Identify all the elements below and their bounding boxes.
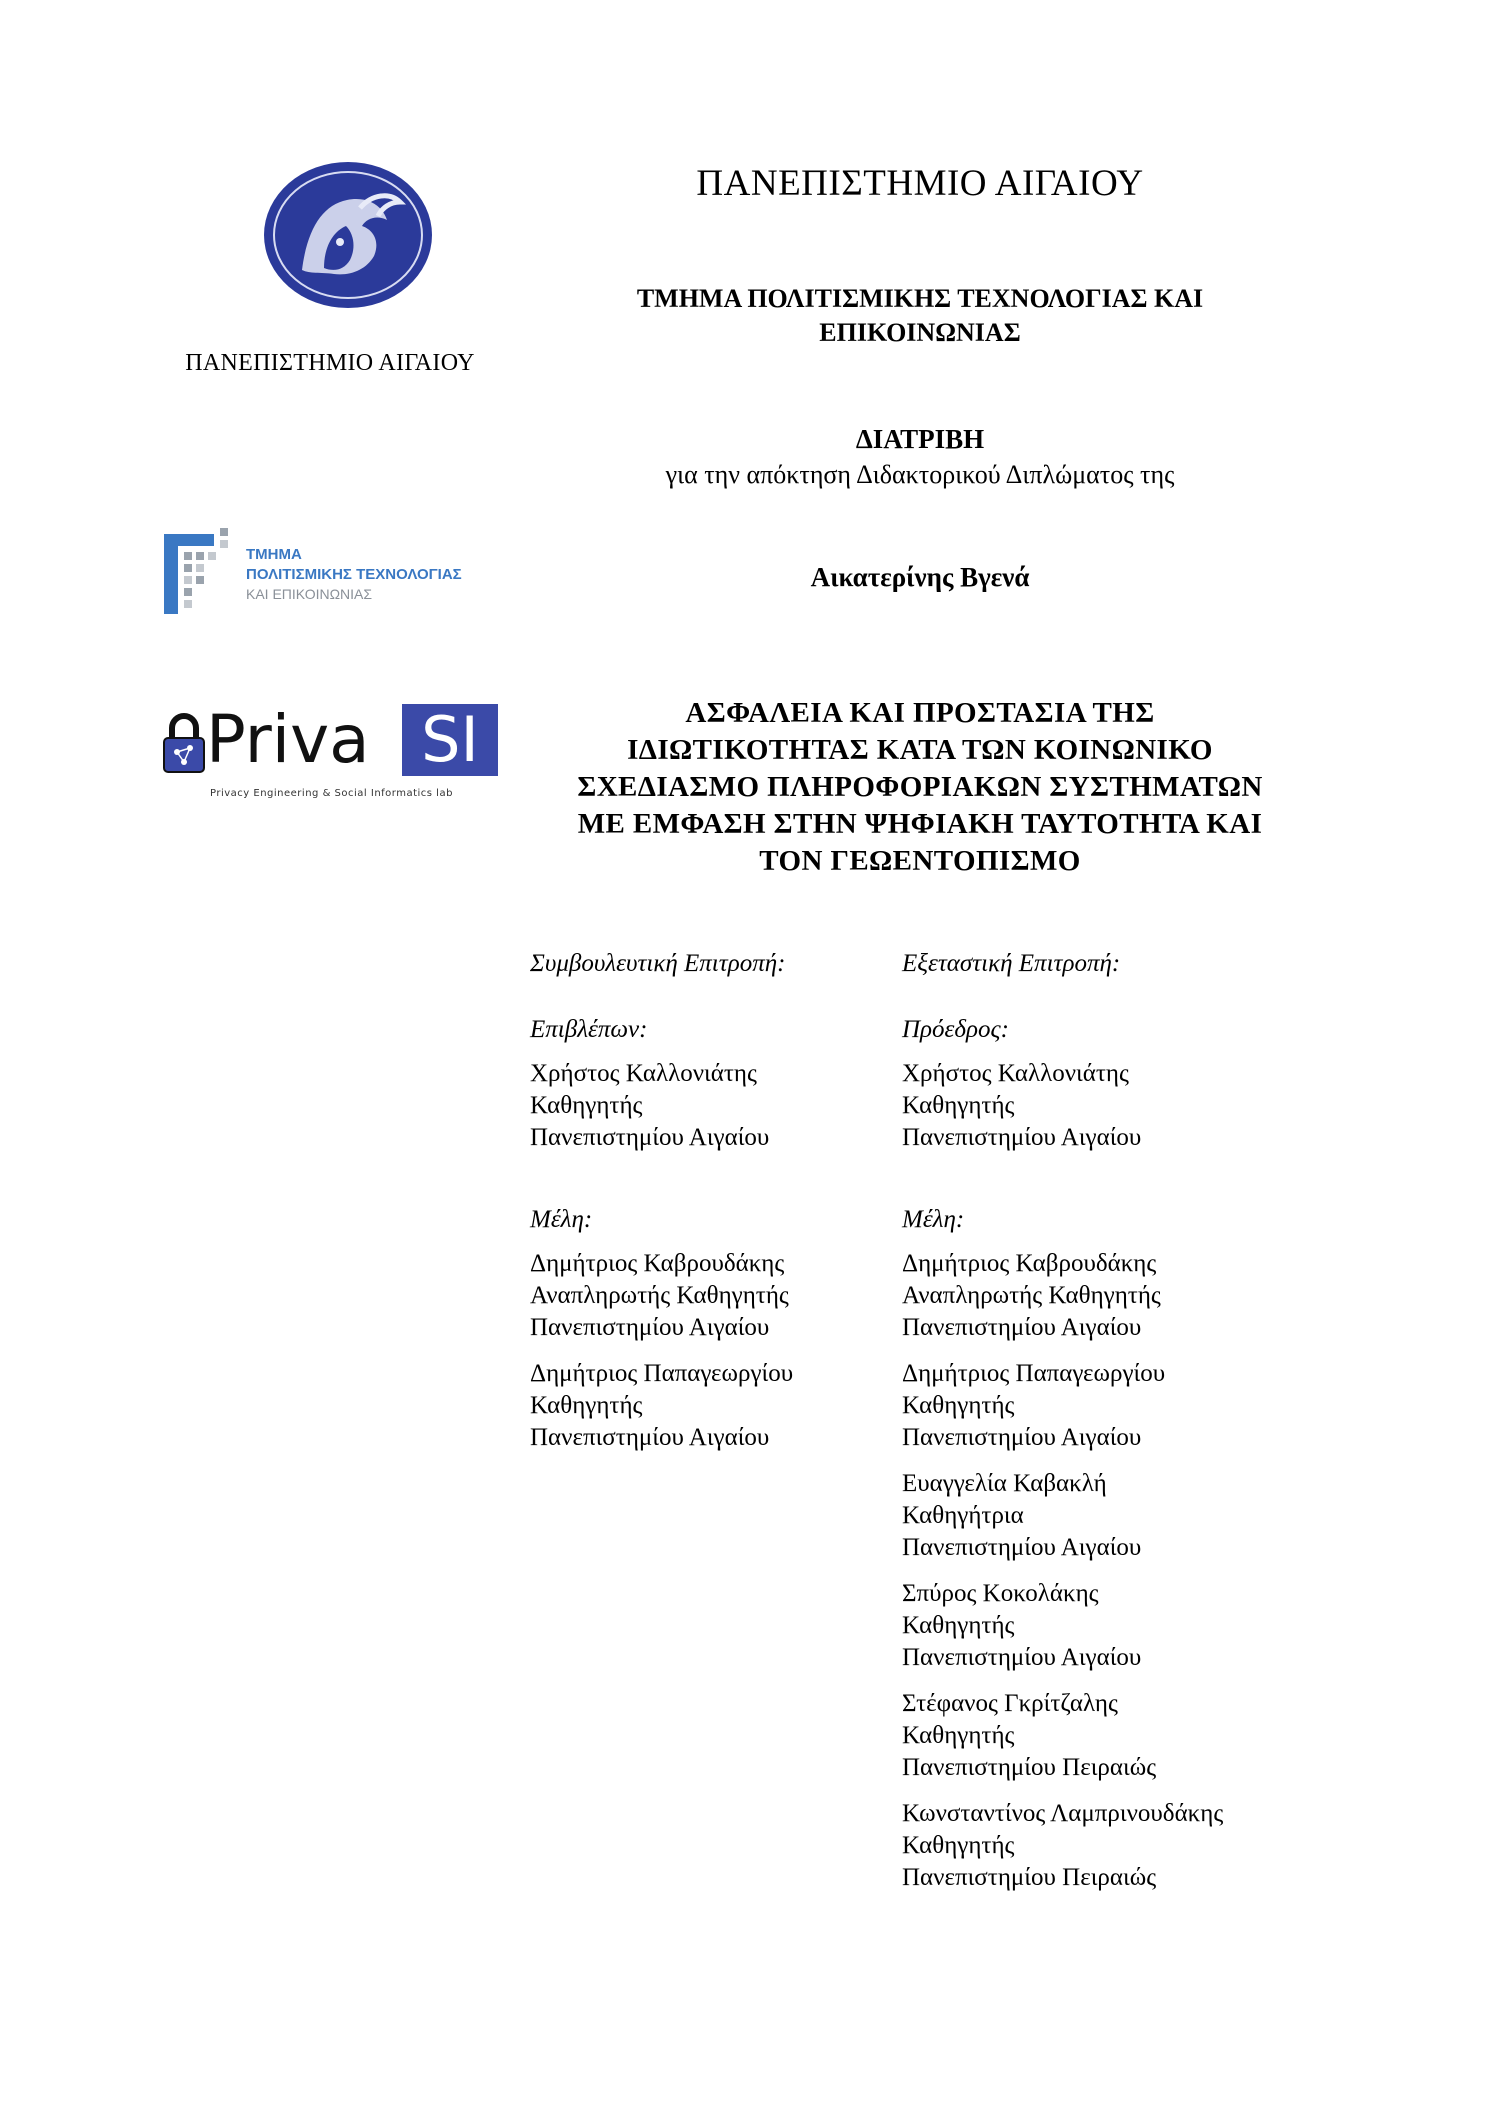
department-title: [560, 282, 1280, 350]
examining-committee: [902, 948, 1302, 1908]
member-name: Ευαγγελία Καβακλή: [902, 1470, 1107, 1497]
member-affiliation: Πανεπιστημίου Αιγαίου: [530, 1314, 770, 1341]
thesis-label: ΔΙΑΤΡΙΒΗ: [855, 424, 985, 454]
members-role: Μέλη:: [530, 1206, 593, 1233]
member-affiliation: Πανεπιστημίου Αιγαίου: [902, 1314, 1142, 1341]
privasi-word-si: SI: [402, 704, 498, 776]
member-name: Δημήτριος Καβρουδάκης: [902, 1250, 1157, 1277]
member-name: Χρήστος Καλλονιάτης: [530, 1060, 757, 1087]
member-title: Καθηγήτρια: [902, 1502, 1024, 1529]
thesis-subtitle: για την απόκτηση Διδακτορικού Διπλώματος της: [665, 460, 1175, 489]
privasi-word-priva: Priva: [206, 701, 370, 778]
university-title: ΠΑΝΕΠΙΣΤΗΜΙΟ ΑΙΓΑΙΟΥ: [696, 163, 1144, 204]
member-title: Αναπληρωτής Καθηγητής: [530, 1282, 789, 1309]
committee-member: [530, 1058, 900, 1154]
member-affiliation: Πανεπιστημίου Πειραιώς: [902, 1864, 1157, 1891]
department-logo: [162, 526, 502, 618]
member-affiliation: Πανεπιστημίου Πειραιώς: [902, 1754, 1157, 1781]
member-title: Καθηγητής: [530, 1392, 643, 1419]
committee-member: [902, 1248, 1302, 1344]
privasi-logo: [160, 700, 500, 810]
member-name: Δημήτριος Παπαγεωργίου: [530, 1360, 794, 1387]
member-affiliation: Πανεπιστημίου Αιγαίου: [902, 1534, 1142, 1561]
department-title-line: ΤΜΗΜΑ ΠΟΛΙΤΙΣΜΙΚΗΣ ΤΕΧΝΟΛΟΓΙΑΣ ΚΑΙ: [636, 284, 1204, 313]
committee-member: [902, 1578, 1302, 1674]
committee-member: [530, 1358, 900, 1454]
department-logo-mark: [162, 526, 242, 618]
advisory-committee-heading: Συμβουλευτική Επιτροπή:: [530, 950, 786, 977]
padlock-icon: [162, 712, 206, 774]
thesis-title: [515, 695, 1325, 880]
author-name: Αικατερίνης Βγενά: [810, 562, 1030, 592]
examining-committee-heading: Εξεταστική Επιτροπή:: [902, 950, 1121, 977]
supervisor-role: Επιβλέπων:: [530, 1016, 648, 1043]
member-name: Δημήτριος Παπαγεωργίου: [902, 1360, 1166, 1387]
member-title: Καθηγητής: [902, 1392, 1015, 1419]
member-name: Κωνσταντίνος Λαμπρινουδάκης: [902, 1800, 1224, 1827]
committee-member: [530, 1248, 900, 1344]
department-logo-line2: ΠΟΛΙΤΙΣΜΙΚΗΣ ΤΕΧΝΟΛΟΓΙΑΣ: [246, 566, 462, 583]
member-affiliation: Πανεπιστημίου Αιγαίου: [902, 1644, 1142, 1671]
member-title: Καθηγητής: [530, 1092, 643, 1119]
committee-member: [902, 1358, 1302, 1454]
committee-member: [902, 1798, 1302, 1894]
member-name: Στέφανος Γκρίτζαλης: [902, 1690, 1118, 1717]
member-affiliation: Πανεπιστημίου Αιγαίου: [530, 1124, 770, 1151]
seal-caption: ΠΑΝΕΠΙΣΤΗΜΙΟ ΑΙΓΑΙΟΥ: [185, 350, 475, 376]
member-title: Καθηγητής: [902, 1092, 1015, 1119]
member-title: Καθηγητής: [902, 1832, 1015, 1859]
committee-member: [902, 1058, 1302, 1154]
department-logo-line1: ΤΜΗΜΑ: [246, 546, 302, 563]
member-name: Χρήστος Καλλονιάτης: [902, 1060, 1129, 1087]
members-role: Μέλη:: [902, 1206, 965, 1233]
thesis-title-line: ΜΕ ΕΜΦΑΣΗ ΣΤΗΝ ΨΗΦΙΑΚΗ ΤΑΥΤΟΤΗΤΑ ΚΑΙ: [577, 808, 1263, 840]
thesis-title-line: ΙΔΙΩΤΙΚΟΤΗΤΑΣ ΚΑΤΑ ΤΩΝ ΚΟΙΝΩΝΙΚΟ: [627, 734, 1213, 766]
advisory-committee: [530, 948, 900, 1468]
committee-member: [902, 1468, 1302, 1564]
member-title: Καθηγητής: [902, 1722, 1015, 1749]
department-title-line: ΕΠΙΚΟΙΝΩΝΙΑΣ: [819, 318, 1021, 347]
member-name: Δημήτριος Καβρουδάκης: [530, 1250, 785, 1277]
member-title: Αναπληρωτής Καθηγητής: [902, 1282, 1161, 1309]
member-name: Σπύρος Κοκολάκης: [902, 1580, 1099, 1607]
member-affiliation: Πανεπιστημίου Αιγαίου: [902, 1424, 1142, 1451]
chair-role: Πρόεδρος:: [902, 1016, 1009, 1043]
university-seal-logo: [262, 160, 434, 310]
department-logo-line3: ΚΑΙ ΕΠΙΚΟΙΝΩΝΙΑΣ: [246, 586, 373, 602]
committee-member: [902, 1688, 1302, 1784]
privasi-tagline: Privacy Engineering & Social Informatics lab: [210, 788, 453, 799]
member-affiliation: Πανεπιστημίου Αιγαίου: [902, 1124, 1142, 1151]
member-title: Καθηγητής: [902, 1612, 1015, 1639]
thesis-title-line: ΤΟΝ ΓΕΩΕΝΤΟΠΙΣΜΟ: [759, 845, 1081, 877]
thesis-title-line: ΣΧΕΔΙΑΣΜΟ ΠΛΗΡΟΦΟΡΙΑΚΩΝ ΣΥΣΤΗΜΑΤΩΝ: [577, 771, 1263, 803]
thesis-title-line: ΑΣΦΑΛΕΙΑ ΚΑΙ ΠΡΟΣΤΑΣΙΑ ΤΗΣ: [685, 697, 1155, 729]
member-affiliation: Πανεπιστημίου Αιγαίου: [530, 1424, 770, 1451]
